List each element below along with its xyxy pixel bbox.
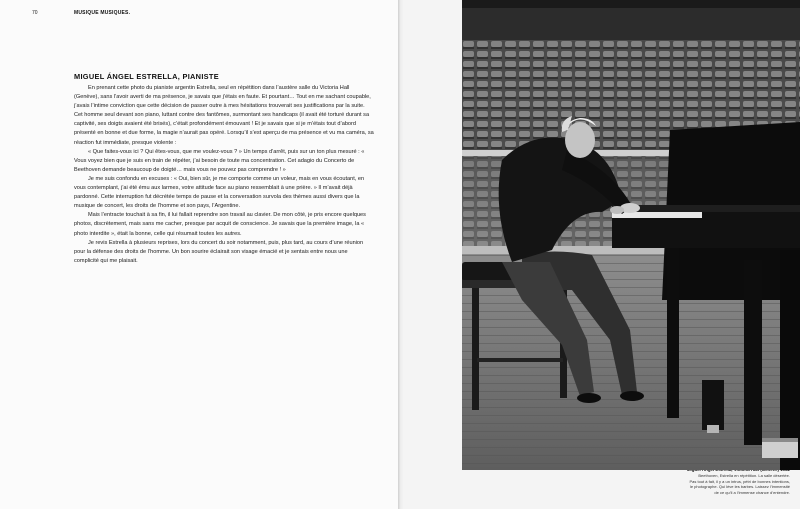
article-heading: MIGUEL ÁNGEL ESTRELLA, PIANISTE (74, 72, 219, 81)
article (74, 72, 374, 266)
paragraph: Mais l’entracte touchait à sa fin, il lui fallait reprendre son travail au clavier. De mon côté, je pris encore quelques photos, discrètement, mais sans me cacher, presque par acquit de conscience. Je savais que la première image, la « photo interdite », était la bonne, celle qui résumait toutes les autres. (74, 212, 366, 237)
page-number: 70 (32, 10, 38, 16)
paragraph: Je me suis confondu en excuses : « Oui, bien sûr, je me comporte comme un voleur, mais en vous écoutant, en vous contemplant, j’ai été ému aux larmes, votre attitude face au piano ressemblait à une prière. » Il m’avait déjà pardonné. Cette interruption fut décrétée temps de pause et la conversation survola des thèmes aussi divers que la musique de concert, les droits de l’homme et son pays, l’Argentine. (74, 175, 365, 210)
photo-scene (462, 0, 800, 470)
left-page (0, 0, 398, 509)
paragraph: En prenant cette photo du pianiste argentin Estrella, seul en répétition dans l’austère salle du Victoria Hall (Genève), sans l’avoir averti de ma présence, je savais que j’étais en faute. Et pourtant… Tout en me sachant coupable, j’avais l’intime conviction que cette décision de passer outre à mes hésitations trouverait ses justifications par la suite. Cet homme seul devant son piano, luttant contre des fantômes, surmontant ses handicaps (il avait été torturé durant sa captivité, ses doigts avaient été brisés), c’était profondément émouvant ! Et je savais que si je m’étais tout d’abord présenté en bonne et due forme, la magie n’aurait pas opéré. Lorsqu’il s’est aperçu de ma présence et vu ma caméra, sa réaction fut immédiate, presque violente : (74, 85, 374, 146)
caption-line: le photographe. Qui lève les barbes. Laissez l’immensité (689, 484, 790, 490)
paragraph: « Que faites-vous ici ? Qui êtes-vous, que me voulez-vous ? » Un temps d’arrêt, puis sur un ton plus mesuré : « Vous voyez bien que je suis en train de répéter, j’ai besoin de toute ma concentration. Cet adagio du Concerto de Beethoven demande beaucoup de doigté… mais vous ne pouvez pas comprendre ! » (74, 148, 365, 173)
photo-caption (666, 467, 790, 495)
caption-line: Beethoven, Estrella en répétition. La salle désertée. (698, 473, 790, 478)
caption-line: de ce qu’il a l’immense chance d’entendre. (714, 489, 790, 495)
photograph (462, 0, 800, 470)
running-title: MUSIQUE MUSIQUES. (74, 10, 131, 16)
paragraph: Je revis Estrella à plusieurs reprises, lors du concert du soir notamment, puis, plus tard, au cours d’une réunion pour la défense des droits de l’homme. Un bon sourire éclairait son visage émacié et je sentais entre nous une complicité qui me plaisait. (74, 239, 364, 264)
caption-line: Pas tout à fait, il y a un intrus, pétri de bonnes intentions, (689, 478, 790, 484)
